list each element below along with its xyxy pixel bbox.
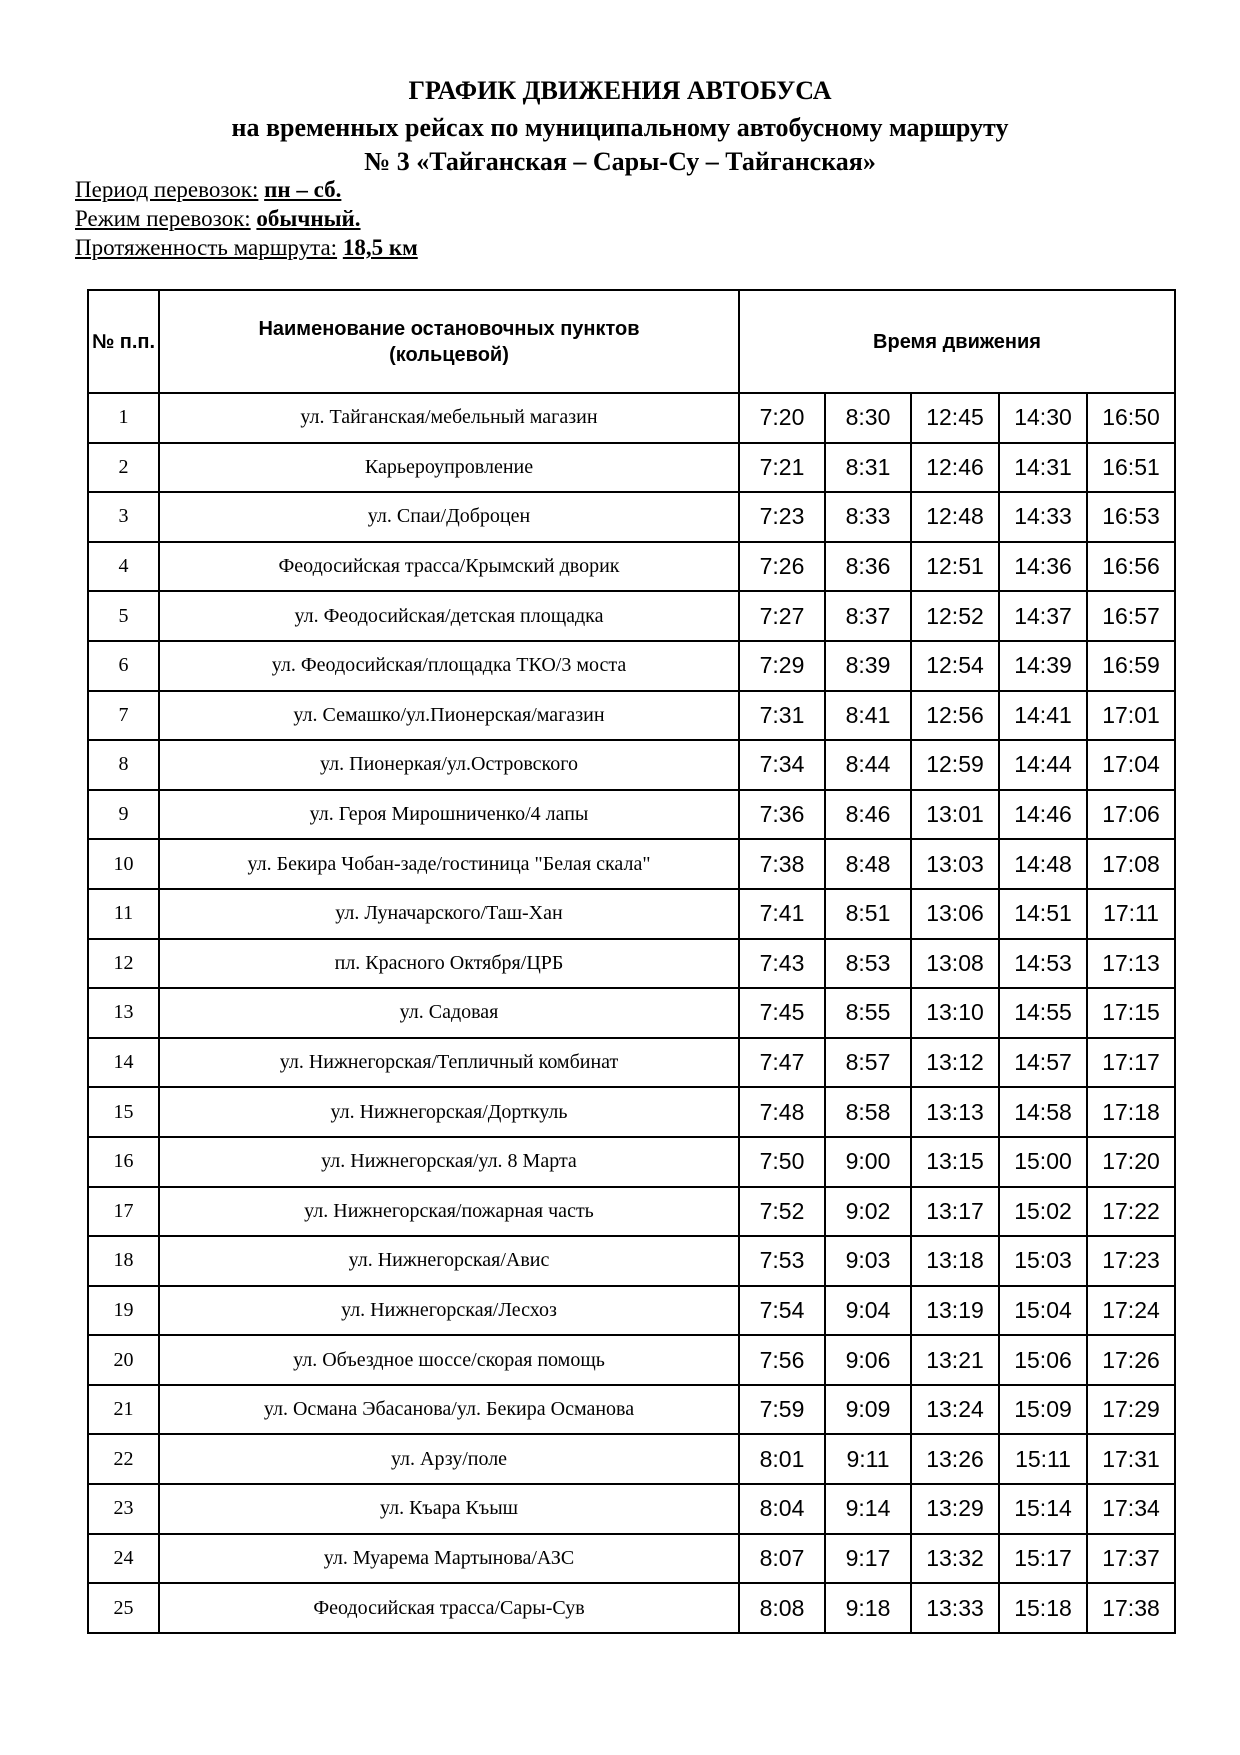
departure-time: 7:50 [739, 1137, 825, 1187]
departure-time: 7:38 [739, 839, 825, 889]
departure-time: 17:18 [1087, 1087, 1175, 1137]
departure-time: 8:31 [825, 443, 911, 493]
row-number: 3 [88, 492, 159, 542]
row-number: 13 [88, 988, 159, 1038]
stop-name: ул. Нижнегорская/пожарная часть [159, 1187, 739, 1237]
row-number: 19 [88, 1286, 159, 1336]
departure-time: 7:54 [739, 1286, 825, 1336]
departure-time: 17:11 [1087, 889, 1175, 939]
table-row [88, 1038, 1175, 1088]
departure-time: 17:38 [1087, 1583, 1175, 1633]
stop-name: ул. Тайганская/мебельный магазин [159, 393, 739, 443]
departure-time: 13:08 [911, 939, 999, 989]
departure-time: 7:23 [739, 492, 825, 542]
departure-time: 17:26 [1087, 1335, 1175, 1385]
departure-time: 14:53 [999, 939, 1087, 989]
departure-time: 7:45 [739, 988, 825, 1038]
departure-time: 7:47 [739, 1038, 825, 1088]
departure-time: 12:59 [911, 740, 999, 790]
departure-time: 8:41 [825, 691, 911, 741]
departure-time: 12:51 [911, 542, 999, 592]
row-number: 22 [88, 1434, 159, 1484]
departure-time: 14:51 [999, 889, 1087, 939]
departure-time: 17:24 [1087, 1286, 1175, 1336]
departure-time: 7:41 [739, 889, 825, 939]
table-row [88, 1434, 1175, 1484]
stop-name: пл. Красного Октября/ЦРБ [159, 939, 739, 989]
departure-time: 7:43 [739, 939, 825, 989]
table-row [88, 790, 1175, 840]
period-label: Период перевозок: [75, 177, 259, 202]
table-row [88, 1534, 1175, 1584]
departure-time: 7:21 [739, 443, 825, 493]
departure-time: 17:08 [1087, 839, 1175, 889]
row-number: 5 [88, 591, 159, 641]
stop-name: Феодосийская трасса/Крымский дворик [159, 542, 739, 592]
page-subtitle: на временных рейсах по муниципальному автобусному маршруту [231, 113, 1009, 142]
departure-time: 14:58 [999, 1087, 1087, 1137]
table-row [88, 1385, 1175, 1435]
table-row [88, 443, 1175, 493]
departure-time: 13:01 [911, 790, 999, 840]
stop-name: ул. Луначарского/Таш-Хан [159, 889, 739, 939]
departure-time: 13:26 [911, 1434, 999, 1484]
row-number: 8 [88, 740, 159, 790]
departure-time: 8:48 [825, 839, 911, 889]
row-number: 25 [88, 1583, 159, 1633]
stop-name: ул. Садовая [159, 988, 739, 1038]
departure-time: 15:04 [999, 1286, 1087, 1336]
departure-time: 7:29 [739, 641, 825, 691]
stop-name: ул. Арзу/поле [159, 1434, 739, 1484]
departure-time: 13:06 [911, 889, 999, 939]
departure-time: 7:34 [739, 740, 825, 790]
table-row [88, 1335, 1175, 1385]
departure-time: 8:57 [825, 1038, 911, 1088]
departure-time: 17:22 [1087, 1187, 1175, 1237]
departure-time: 17:37 [1087, 1534, 1175, 1584]
stop-name: ул. Бекира Чобан-заде/гостиница "Белая скала" [159, 839, 739, 889]
departure-time: 12:46 [911, 443, 999, 493]
departure-time: 9:14 [825, 1484, 911, 1534]
departure-time: 7:48 [739, 1087, 825, 1137]
table-row [88, 1484, 1175, 1534]
departure-time: 13:12 [911, 1038, 999, 1088]
row-number: 21 [88, 1385, 159, 1435]
departure-time: 13:19 [911, 1286, 999, 1336]
departure-time: 7:56 [739, 1335, 825, 1385]
departure-time: 16:51 [1087, 443, 1175, 493]
departure-time: 14:37 [999, 591, 1087, 641]
departure-time: 14:31 [999, 443, 1087, 493]
departure-time: 16:57 [1087, 591, 1175, 641]
row-number: 1 [88, 393, 159, 443]
row-number: 9 [88, 790, 159, 840]
departure-time: 17:20 [1087, 1137, 1175, 1187]
departure-time: 14:46 [999, 790, 1087, 840]
departure-time: 17:01 [1087, 691, 1175, 741]
departure-time: 13:03 [911, 839, 999, 889]
departure-time: 14:44 [999, 740, 1087, 790]
departure-time: 17:29 [1087, 1385, 1175, 1435]
departure-time: 15:09 [999, 1385, 1087, 1435]
mode-label: Режим перевозок: [75, 206, 251, 231]
departure-time: 15:06 [999, 1335, 1087, 1385]
stop-name: ул. Муарема Мартынова/АЗС [159, 1534, 739, 1584]
departure-time: 14:48 [999, 839, 1087, 889]
stop-name: Феодосийская трасса/Сары-Сув [159, 1583, 739, 1633]
departure-time: 13:24 [911, 1385, 999, 1435]
departure-time: 14:36 [999, 542, 1087, 592]
departure-time: 13:13 [911, 1087, 999, 1137]
row-number: 10 [88, 839, 159, 889]
departure-time: 17:23 [1087, 1236, 1175, 1286]
table-row [88, 1187, 1175, 1237]
table-row [88, 492, 1175, 542]
departure-time: 7:26 [739, 542, 825, 592]
departure-time: 7:31 [739, 691, 825, 741]
departure-time: 12:48 [911, 492, 999, 542]
period-value: пн – сб. [264, 177, 342, 202]
departure-time: 14:55 [999, 988, 1087, 1038]
route-title: № 3 «Тайганская – Сары-Су – Тайганская» [364, 147, 876, 176]
stop-name: ул. Феодосийская/детская площадка [159, 591, 739, 641]
departure-time: 15:14 [999, 1484, 1087, 1534]
departure-time: 9:11 [825, 1434, 911, 1484]
departure-time: 9:17 [825, 1534, 911, 1584]
departure-time: 12:52 [911, 591, 999, 641]
col-header-stop-line1: Наименование остановочных пунктов [258, 317, 640, 340]
period-line [75, 176, 341, 204]
stop-name: ул. Феодосийская/площадка ТКО/3 моста [159, 641, 739, 691]
col-header-num: № п.п. [88, 290, 159, 393]
table-row [88, 393, 1175, 443]
departure-time: 16:56 [1087, 542, 1175, 592]
stop-name: ул. Нижнегорская/Лесхоз [159, 1286, 739, 1336]
departure-time: 17:17 [1087, 1038, 1175, 1088]
row-number: 20 [88, 1335, 159, 1385]
departure-time: 9:04 [825, 1286, 911, 1336]
length-value: 18,5 км [342, 235, 418, 260]
departure-time: 17:31 [1087, 1434, 1175, 1484]
departure-time: 9:02 [825, 1187, 911, 1237]
row-number: 15 [88, 1087, 159, 1137]
page-title: ГРАФИК ДВИЖЕНИЯ АВТОБУСА [408, 76, 832, 105]
departure-time: 13:15 [911, 1137, 999, 1187]
departure-time: 16:53 [1087, 492, 1175, 542]
row-number: 18 [88, 1236, 159, 1286]
departure-time: 7:20 [739, 393, 825, 443]
departure-time: 13:17 [911, 1187, 999, 1237]
row-number: 24 [88, 1534, 159, 1584]
departure-time: 9:00 [825, 1137, 911, 1187]
table-row [88, 988, 1175, 1038]
departure-time: 15:03 [999, 1236, 1087, 1286]
departure-time: 16:59 [1087, 641, 1175, 691]
departure-time: 8:08 [739, 1583, 825, 1633]
row-number: 17 [88, 1187, 159, 1237]
row-number: 6 [88, 641, 159, 691]
departure-time: 8:04 [739, 1484, 825, 1534]
table-row [88, 740, 1175, 790]
departure-time: 13:18 [911, 1236, 999, 1286]
departure-time: 17:04 [1087, 740, 1175, 790]
table-row [88, 1583, 1175, 1633]
row-number: 23 [88, 1484, 159, 1534]
departure-time: 13:33 [911, 1583, 999, 1633]
table-row [88, 691, 1175, 741]
departure-time: 17:15 [1087, 988, 1175, 1038]
row-number: 2 [88, 443, 159, 493]
mode-line [75, 205, 361, 233]
departure-time: 8:39 [825, 641, 911, 691]
mode-value: обычный. [256, 206, 361, 231]
departure-time: 16:50 [1087, 393, 1175, 443]
departure-time: 8:55 [825, 988, 911, 1038]
table-row [88, 1236, 1175, 1286]
table-header-row [88, 290, 1175, 393]
departure-time: 15:00 [999, 1137, 1087, 1187]
table-row [88, 591, 1175, 641]
stop-name: ул. Нижнегорская/Дорткуль [159, 1087, 739, 1137]
departure-time: 13:32 [911, 1534, 999, 1584]
col-header-stop-line2: (кольцевой) [389, 343, 509, 366]
departure-time: 9:06 [825, 1335, 911, 1385]
departure-time: 13:21 [911, 1335, 999, 1385]
departure-time: 9:03 [825, 1236, 911, 1286]
departure-time: 8:30 [825, 393, 911, 443]
table-row [88, 641, 1175, 691]
row-number: 7 [88, 691, 159, 741]
stop-name: ул. Спаи/Доброцен [159, 492, 739, 542]
departure-time: 14:41 [999, 691, 1087, 741]
stop-name: ул. Османа Эбасанова/ул. Бекира Османова [159, 1385, 739, 1435]
schedule-table [87, 289, 1176, 1634]
departure-time: 12:54 [911, 641, 999, 691]
departure-time: 13:10 [911, 988, 999, 1038]
departure-time: 14:57 [999, 1038, 1087, 1088]
row-number: 16 [88, 1137, 159, 1187]
stop-name: Карьероупровление [159, 443, 739, 493]
departure-time: 8:33 [825, 492, 911, 542]
table-row [88, 1286, 1175, 1336]
departure-time: 8:44 [825, 740, 911, 790]
departure-time: 17:34 [1087, 1484, 1175, 1534]
table-row [88, 542, 1175, 592]
stop-name: ул. Объездное шоссе/скорая помощь [159, 1335, 739, 1385]
table-row [88, 1087, 1175, 1137]
departure-time: 9:09 [825, 1385, 911, 1435]
departure-time: 8:51 [825, 889, 911, 939]
departure-time: 15:18 [999, 1583, 1087, 1633]
departure-time: 7:53 [739, 1236, 825, 1286]
table-row [88, 889, 1175, 939]
departure-time: 15:02 [999, 1187, 1087, 1237]
col-header-stop [159, 290, 739, 393]
row-number: 11 [88, 889, 159, 939]
col-header-time: Время движения [739, 290, 1175, 393]
departure-time: 9:18 [825, 1583, 911, 1633]
row-number: 14 [88, 1038, 159, 1088]
departure-time: 8:37 [825, 591, 911, 641]
departure-time: 8:01 [739, 1434, 825, 1484]
departure-time: 8:58 [825, 1087, 911, 1137]
departure-time: 8:07 [739, 1534, 825, 1584]
departure-time: 13:29 [911, 1484, 999, 1534]
length-line [75, 234, 418, 262]
stop-name: ул. Нижнегорская/Авис [159, 1236, 739, 1286]
departure-time: 14:39 [999, 641, 1087, 691]
departure-time: 7:36 [739, 790, 825, 840]
table-row [88, 939, 1175, 989]
table-row [88, 839, 1175, 889]
departure-time: 14:33 [999, 492, 1087, 542]
departure-time: 17:13 [1087, 939, 1175, 989]
table-row [88, 1137, 1175, 1187]
stop-name: ул. Нижнегорская/ул. 8 Марта [159, 1137, 739, 1187]
departure-time: 15:11 [999, 1434, 1087, 1484]
departure-time: 15:17 [999, 1534, 1087, 1584]
departure-time: 14:30 [999, 393, 1087, 443]
stop-name: ул. Къара Къыш [159, 1484, 739, 1534]
departure-time: 7:52 [739, 1187, 825, 1237]
departure-time: 7:59 [739, 1385, 825, 1435]
departure-time: 12:56 [911, 691, 999, 741]
stop-name: ул. Героя Мирошниченко/4 лапы [159, 790, 739, 840]
length-label: Протяженность маршрута: [75, 235, 338, 260]
departure-time: 8:53 [825, 939, 911, 989]
stop-name: ул. Нижнегорская/Тепличный комбинат [159, 1038, 739, 1088]
departure-time: 17:06 [1087, 790, 1175, 840]
row-number: 4 [88, 542, 159, 592]
stop-name: ул. Семашко/ул.Пионерская/магазин [159, 691, 739, 741]
departure-time: 8:46 [825, 790, 911, 840]
departure-time: 7:27 [739, 591, 825, 641]
departure-time: 8:36 [825, 542, 911, 592]
row-number: 12 [88, 939, 159, 989]
stop-name: ул. Пионеркая/ул.Островского [159, 740, 739, 790]
departure-time: 12:45 [911, 393, 999, 443]
